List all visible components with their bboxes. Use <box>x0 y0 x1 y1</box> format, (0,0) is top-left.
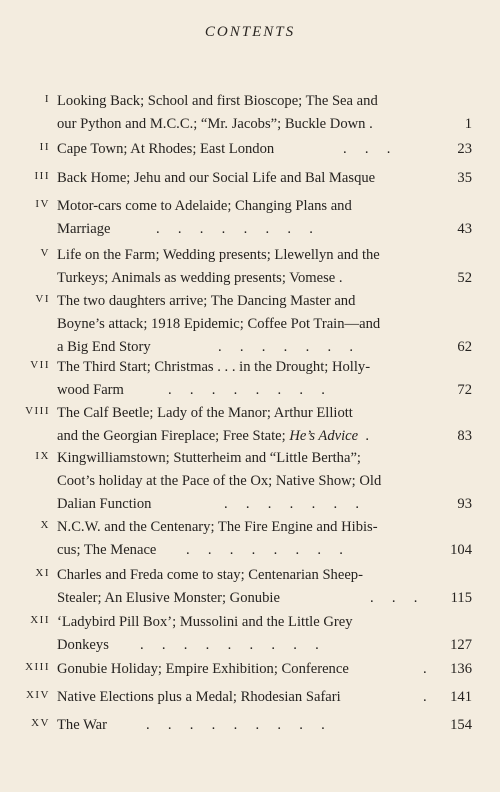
chapter-number: III <box>34 170 50 182</box>
leader-dots: . . . . . . . . <box>168 382 325 398</box>
chapter-title-line: Boyne’s attack; 1918 Epidemic; Coffee Pot Train—and <box>57 316 381 332</box>
leader-dots: . . . <box>370 590 418 606</box>
leader-dots: . . . . . . . . . <box>140 637 319 653</box>
page-number: 136 <box>450 661 472 677</box>
leader-dots: . <box>423 689 427 705</box>
page-number: 1 <box>464 116 472 132</box>
leader-dots: . <box>423 661 427 677</box>
chapter-title-line: Kingwilliamstown; Stutterheim and “Little Bertha”; <box>57 450 361 466</box>
chapter-number: XII <box>30 614 50 626</box>
chapter-number: X <box>40 519 50 531</box>
page-number: 115 <box>450 590 472 606</box>
chapter-title-line: our Python and M.C.C.; “Mr. Jacobs”; Buckle Down . <box>57 116 373 132</box>
page-number: 72 <box>457 382 472 398</box>
chapter-title-line: Stealer; An Elusive Monster; Gonubie <box>57 590 280 606</box>
chapter-number: IV <box>35 198 50 210</box>
chapter-title-line: Coot’s holiday at the Pace of the Ox; Native Show; Old <box>57 473 382 489</box>
page-number: 104 <box>450 542 472 558</box>
chapter-title-line: a Big End Story <box>57 339 151 355</box>
chapter-title-line: Life on the Farm; Wedding presents; Llewellyn and the <box>57 247 380 263</box>
page-number: 141 <box>450 689 472 705</box>
chapter-number: XI <box>35 567 50 579</box>
chapter-title-line: wood Farm <box>57 382 124 398</box>
chapter-title-line: Cape Town; At Rhodes; East London <box>57 141 275 157</box>
page-number: 83 <box>457 428 472 444</box>
page-number: 127 <box>450 637 472 653</box>
chapter-title-line: Looking Back; School and first Bioscope; The Sea and <box>57 93 378 109</box>
chapter-number: VI <box>35 293 50 305</box>
page-number: 35 <box>457 170 472 186</box>
chapter-number: V <box>40 247 50 259</box>
leader-dots: . . . . . . . . <box>156 221 313 237</box>
leader-dots: . . . . . . . <box>218 339 353 355</box>
chapter-title-line: The Calf Beetle; Lady of the Manor; Arthur Elliott <box>57 405 353 421</box>
chapter-title-line: cus; The Menace <box>57 542 157 558</box>
chapter-title-line: Turkeys; Animals as wedding presents; Vomese . <box>57 270 343 286</box>
chapter-title-line: and the Georgian Fireplace; Free State; He’s Advice . <box>57 428 370 444</box>
chapter-number: XIV <box>25 689 50 701</box>
chapter-number: II <box>39 141 50 153</box>
page-title: CONTENTS <box>204 24 296 40</box>
leader-dots: . . . . . . . . <box>186 542 343 558</box>
chapter-number: I <box>44 93 50 105</box>
chapter-title-line: N.C.W. and the Centenary; The Fire Engine and Hibis- <box>57 519 378 535</box>
chapter-number: XIII <box>25 661 50 673</box>
chapter-title-line: Dalian Function <box>57 496 152 512</box>
page-number: 23 <box>457 141 472 157</box>
chapter-title-line: Marriage <box>57 221 111 237</box>
chapter-title-line: Motor-cars come to Adelaide; Changing Plans and <box>57 198 352 214</box>
chapter-title-line: Charles and Freda come to stay; Centenarian Sheep- <box>57 567 363 583</box>
page-number: 62 <box>457 339 472 355</box>
chapter-title-line: The War <box>57 717 108 733</box>
chapter-title-line: Native Elections plus a Medal; Rhodesian Safari <box>57 689 341 705</box>
page-number: 154 <box>450 717 472 733</box>
page-number: 52 <box>457 270 472 286</box>
chapter-title-line: The Third Start; Christmas . . . in the Drought; Holly- <box>57 359 371 375</box>
chapter-number: IX <box>35 450 50 462</box>
leader-dots: . . . . . . . . . <box>146 717 325 733</box>
page-number: 93 <box>457 496 472 512</box>
chapter-title-line: Back Home; Jehu and our Social Life and Bal Masque <box>57 170 376 186</box>
chapter-title-line: Gonubie Holiday; Empire Exhibition; Conference <box>57 661 349 677</box>
chapter-number: XV <box>31 717 50 729</box>
chapter-title-line: The two daughters arrive; The Dancing Master and <box>57 293 356 309</box>
leader-dots: . . . <box>343 141 391 157</box>
chapter-title-line: ‘Ladybird Pill Box’; Mussolini and the Little Grey <box>57 614 353 630</box>
chapter-number: VII <box>30 359 50 371</box>
leader-dots: . . . . . . . <box>224 496 359 512</box>
chapter-number: VIII <box>25 405 50 417</box>
chapter-title-line: Donkeys <box>57 637 109 653</box>
page-number: 43 <box>457 221 472 237</box>
